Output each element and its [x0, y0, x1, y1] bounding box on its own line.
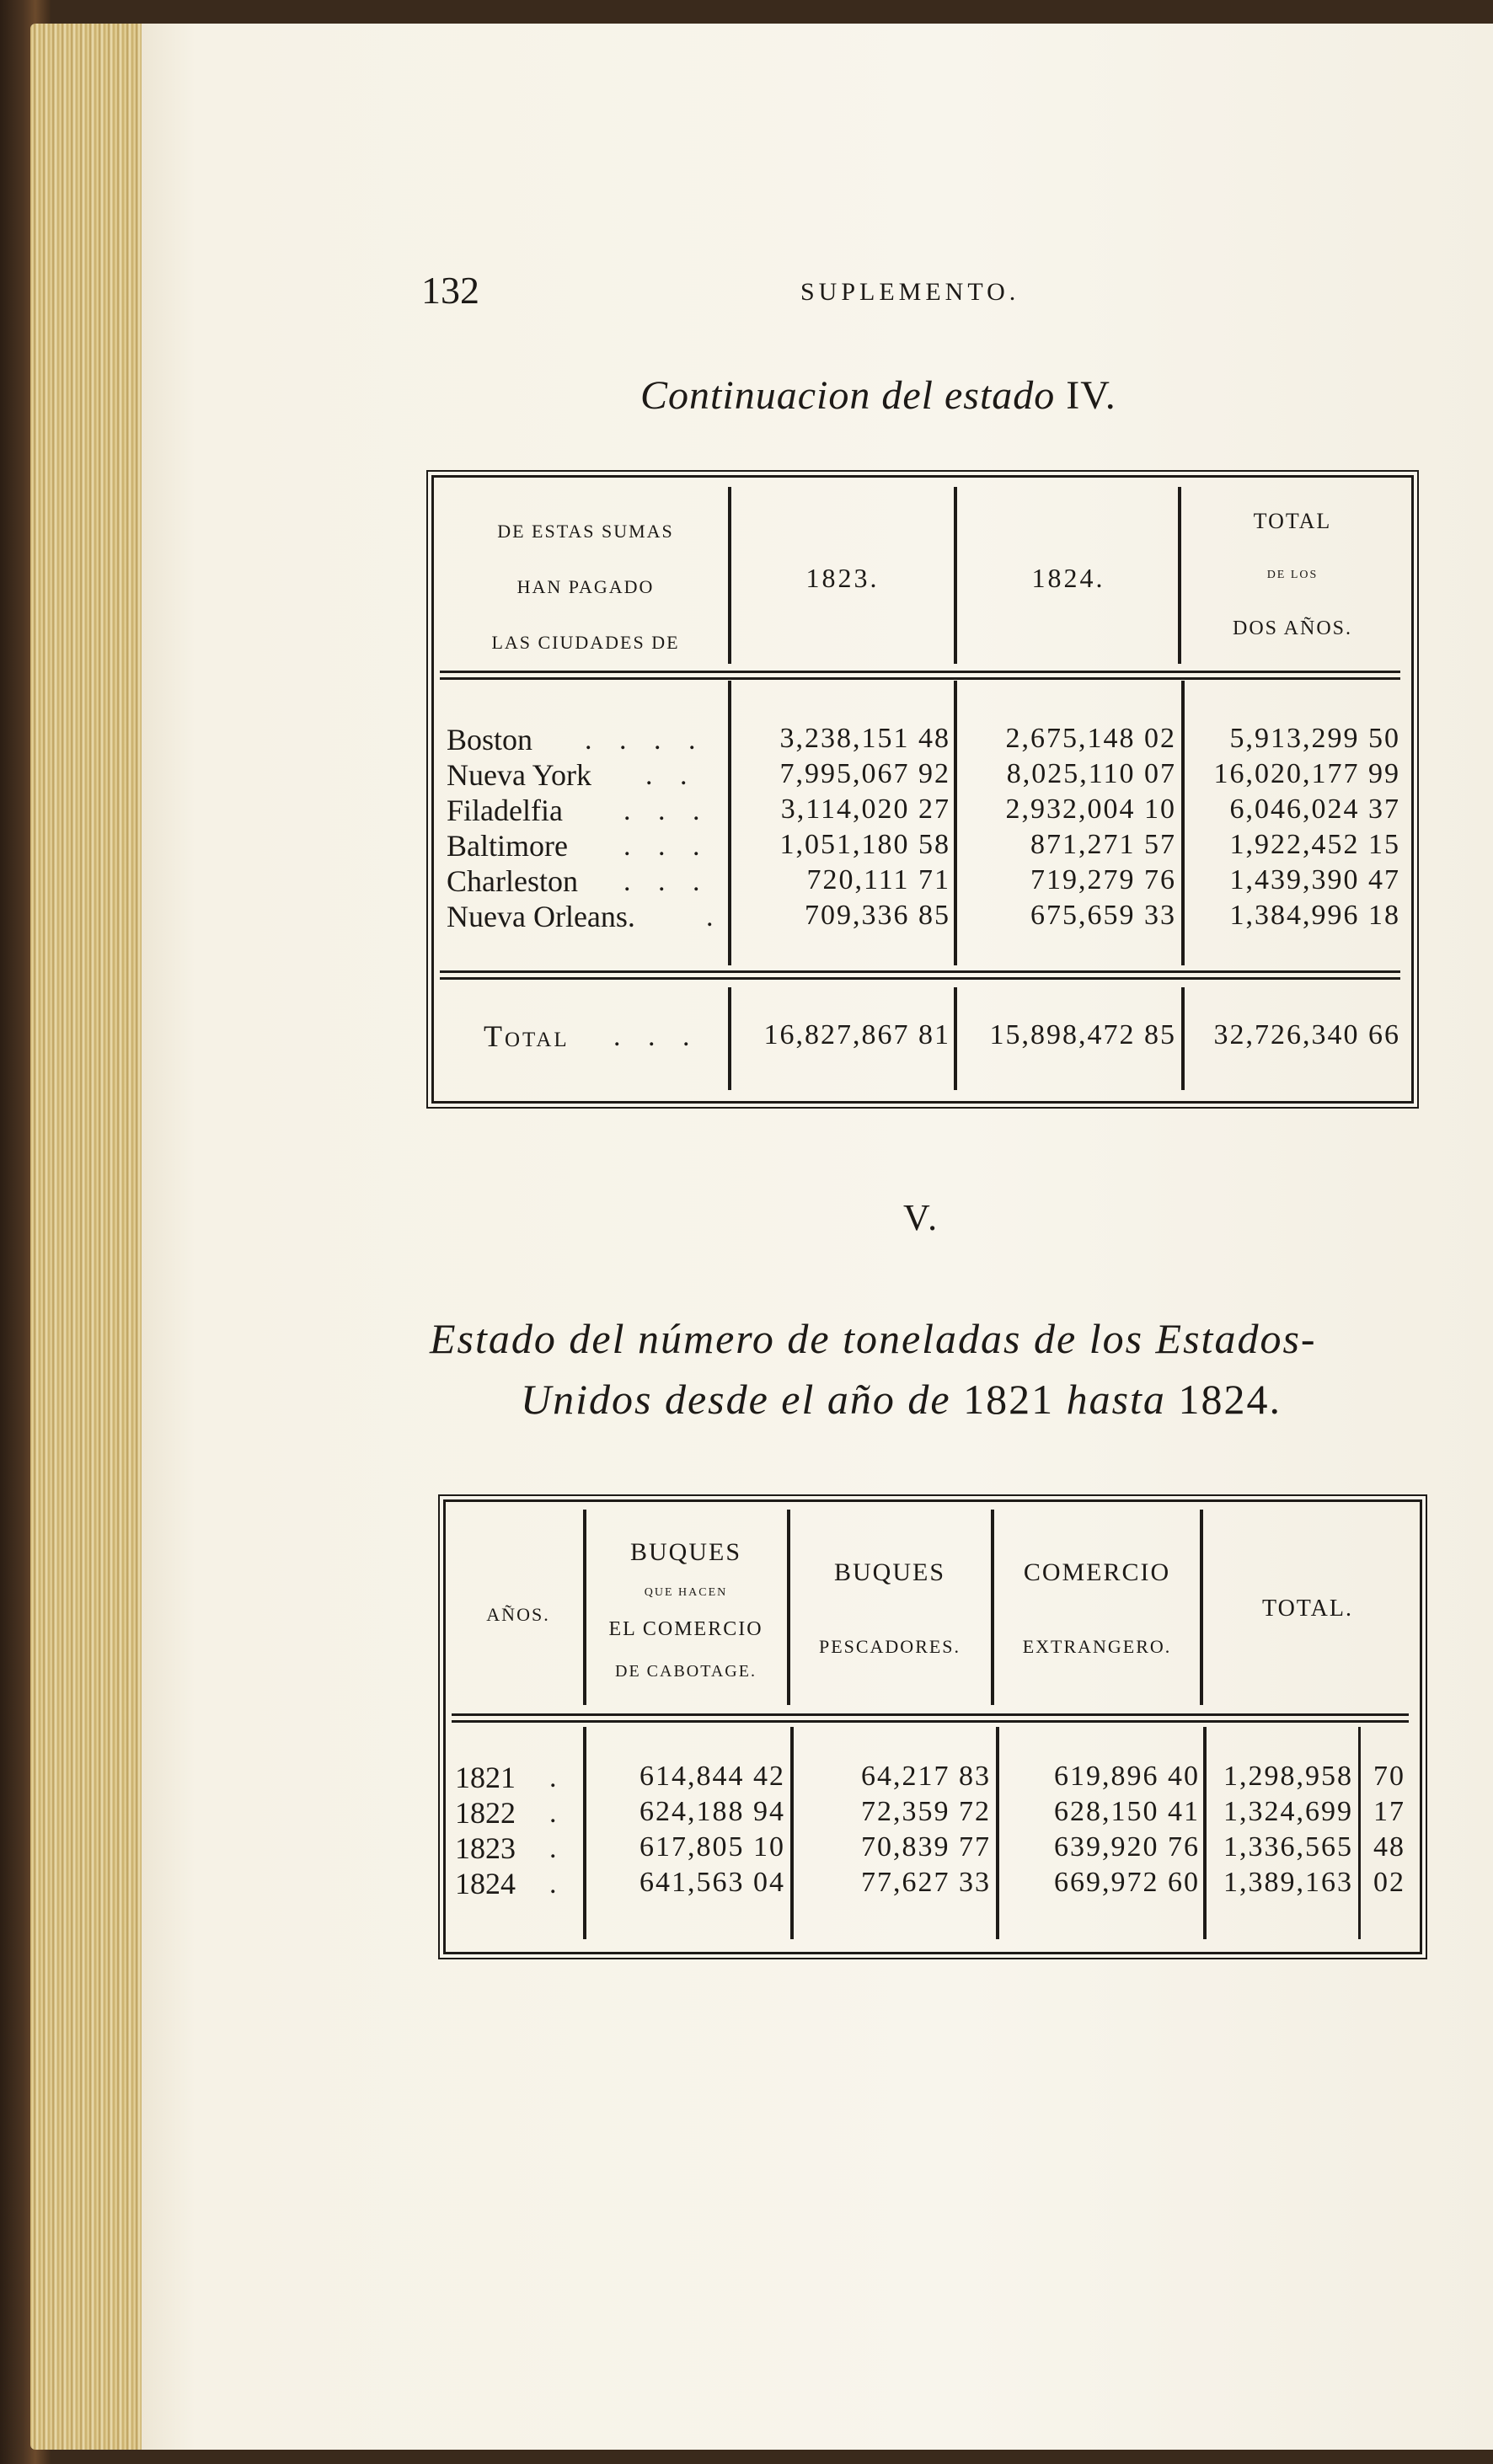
- page-number: 132: [421, 269, 479, 312]
- table2-cell-cabotage: 641,563 04: [639, 1867, 785, 1898]
- table1-vline-3b: [1181, 681, 1185, 965]
- table2-row-year: 1822: [455, 1796, 516, 1830]
- section2-title-line2: [521, 1375, 1282, 1424]
- table1-hdr-col3-l3: DOS AÑOS.: [1232, 617, 1353, 639]
- table2-cell-total: 1,324,699: [1223, 1796, 1353, 1827]
- table1-hdr-col0-l1: DE ESTAS SUMAS: [497, 521, 674, 542]
- table1-total-1824: 15,898,472 85: [989, 1019, 1176, 1050]
- table1-vline-2b: [954, 681, 957, 965]
- table1-cell-1823: 709,336 85: [805, 900, 950, 931]
- table2-hdr-total: TOTAL.: [1261, 1595, 1353, 1622]
- table2-hdr-col1-l4: DE CABOTAGE.: [615, 1662, 757, 1681]
- running-head: SUPLEMENTO.: [800, 278, 1020, 306]
- table2-vline-1b: [583, 1727, 586, 1939]
- section2-number: V.: [903, 1197, 940, 1238]
- table1-cell-total: 1,384,996 18: [1229, 900, 1400, 931]
- table2-row-year: 1824: [455, 1867, 516, 1900]
- table1-header-rule: [440, 671, 1400, 673]
- table1-cell-total: 16,020,177 99: [1213, 758, 1400, 789]
- table2-cell-pescadores: 70,839 77: [861, 1831, 991, 1863]
- leader-dots: . . .: [613, 1021, 700, 1052]
- table2-vline-4b: [1203, 1727, 1207, 1939]
- table2-cell-total: 1,389,163: [1223, 1867, 1353, 1898]
- leader-dots: . . .: [623, 831, 710, 862]
- table2-cell-total-frac: 02: [1373, 1867, 1405, 1898]
- table1-vline-1t: [728, 987, 731, 1090]
- table1-row-city: Nueva York: [447, 758, 592, 792]
- table2-header-rule: [452, 1713, 1409, 1716]
- table2-cell-total: 1,336,565: [1223, 1831, 1353, 1863]
- table1-cell-1823: 1,051,180 58: [779, 829, 950, 860]
- table2-cell-total-frac: 17: [1373, 1796, 1405, 1827]
- table1-row-city: Charleston: [447, 864, 578, 898]
- table2-cell-extrangero: 619,896 40: [1054, 1761, 1200, 1792]
- section2-title-year1: 1821: [963, 1376, 1055, 1423]
- table2-vline-3h: [991, 1510, 994, 1705]
- section1-title-roman: IV.: [1066, 373, 1116, 418]
- leader-dots: .: [549, 1868, 567, 1900]
- leader-dots: . . .: [623, 866, 710, 897]
- table2-hdr-col2-l2: PESCADORES.: [818, 1636, 961, 1657]
- table1-total-1823: 16,827,867 81: [763, 1019, 950, 1050]
- table1-hdr-1823: 1823.: [805, 563, 880, 593]
- table2-hdr-col1-l3: EL COMERCIO: [608, 1618, 763, 1640]
- table2-vline-2b: [790, 1727, 794, 1939]
- table2-hdr-anos: AÑOS.: [486, 1604, 550, 1625]
- table1-cell-total: 1,439,390 47: [1229, 864, 1400, 895]
- table1-cell-1824: 2,675,148 02: [1005, 723, 1176, 754]
- table1-vline-1b: [728, 681, 731, 965]
- table2-row-year: 1821: [455, 1761, 516, 1794]
- table1-hdr-col3-l2: DE LOS: [1266, 569, 1319, 581]
- section1-title-italic: Continuacion del estado: [640, 373, 1056, 418]
- table2-cell-cabotage: 617,805 10: [639, 1831, 785, 1863]
- leader-dots: .: [549, 1833, 567, 1864]
- table2-cell-extrangero: 669,972 60: [1054, 1867, 1200, 1898]
- table2-vline-5b: [1358, 1727, 1361, 1939]
- table2-cell-cabotage: 624,188 94: [639, 1796, 785, 1827]
- table1-cell-1823: 3,238,151 48: [779, 723, 950, 754]
- leader-dots: . . .: [623, 795, 710, 826]
- table1-hdr-col0-l3: LAS CIUDADES DE: [491, 632, 680, 653]
- table1-vline-1h: [728, 487, 731, 664]
- table1-cell-1823: 3,114,020 27: [780, 794, 950, 825]
- table2-cell-cabotage: 614,844 42: [639, 1761, 785, 1792]
- page-edges: [30, 24, 157, 2450]
- table2-hdr-col3-l1: COMERCIO: [1023, 1558, 1171, 1586]
- table2-cell-pescadores: 77,627 33: [861, 1867, 991, 1898]
- section2-title-line2-italic: Unidos desde el año de: [521, 1376, 951, 1423]
- leader-dots: .: [706, 901, 724, 933]
- table2-cell-total-frac: 70: [1373, 1761, 1405, 1792]
- table2-cell-total-frac: 48: [1373, 1831, 1405, 1863]
- table2-cell-total: 1,298,958: [1223, 1761, 1353, 1792]
- table1-row-city: Filadelfia: [447, 794, 563, 827]
- table1-cell-1824: 719,279 76: [1030, 864, 1176, 895]
- leader-dots: . . . .: [585, 724, 706, 756]
- leader-dots: .: [549, 1762, 567, 1793]
- table1-total-total: 32,726,340 66: [1213, 1019, 1400, 1050]
- table2-cell-extrangero: 628,150 41: [1054, 1796, 1200, 1827]
- table2-cell-extrangero: 639,920 76: [1054, 1831, 1200, 1863]
- table1-cell-1823: 7,995,067 92: [779, 758, 950, 789]
- table1-cell-1824: 2,932,004 10: [1005, 794, 1176, 825]
- table2-hdr-col2-l1: BUQUES: [833, 1558, 945, 1586]
- table1-cell-total: 1,922,452 15: [1229, 829, 1400, 860]
- table1-hdr-col3-l1: TOTAL: [1253, 509, 1332, 533]
- section2-title-hasta: hasta: [1066, 1376, 1166, 1423]
- table1-cell-1823: 720,111 71: [806, 864, 950, 895]
- table1-vline-3h: [1178, 487, 1181, 664]
- section1-title: [640, 372, 1116, 419]
- leader-dots: .: [549, 1798, 567, 1829]
- table1-cell-total: 6,046,024 37: [1229, 794, 1400, 825]
- table2-hdr-col1-l2: QUE HACEN: [644, 1586, 728, 1599]
- table1-cell-total: 5,913,299 50: [1229, 723, 1400, 754]
- table1-total-label: Total: [484, 1019, 570, 1053]
- table2-hdr-col3-l2: EXTRANGERO.: [1022, 1636, 1172, 1657]
- table2-cell-pescadores: 72,359 72: [861, 1796, 991, 1827]
- table1-cell-1824: 8,025,110 07: [1006, 758, 1176, 789]
- table1-row-city: Boston: [447, 723, 533, 756]
- section2-title-year2: 1824.: [1178, 1376, 1282, 1423]
- table2-vline-2h: [787, 1510, 790, 1705]
- table1-row-city: Nueva Orleans.: [447, 900, 635, 933]
- table1-total-rule: [440, 970, 1400, 973]
- table1-vline-3t: [1181, 987, 1185, 1090]
- section2-title-line1: Estado del número de toneladas de los Estados-: [430, 1315, 1317, 1362]
- table1-cell-1824: 675,659 33: [1030, 900, 1176, 931]
- table1-row-city: Baltimore: [447, 829, 568, 863]
- table2-vline-3b: [996, 1727, 999, 1939]
- table1-hdr-1824: 1824.: [1031, 563, 1105, 593]
- table2-row-year: 1823: [455, 1831, 516, 1865]
- table1-cell-1824: 871,271 57: [1030, 829, 1176, 860]
- table1-vline-2t: [954, 987, 957, 1090]
- table1-vline-2h: [954, 487, 957, 664]
- leader-dots: . .: [645, 760, 698, 791]
- table2-cell-pescadores: 64,217 83: [861, 1761, 991, 1792]
- table2-hdr-col1-l1: BUQUES: [629, 1538, 741, 1566]
- table1-hdr-col0-l2: HAN PAGADO: [516, 576, 655, 597]
